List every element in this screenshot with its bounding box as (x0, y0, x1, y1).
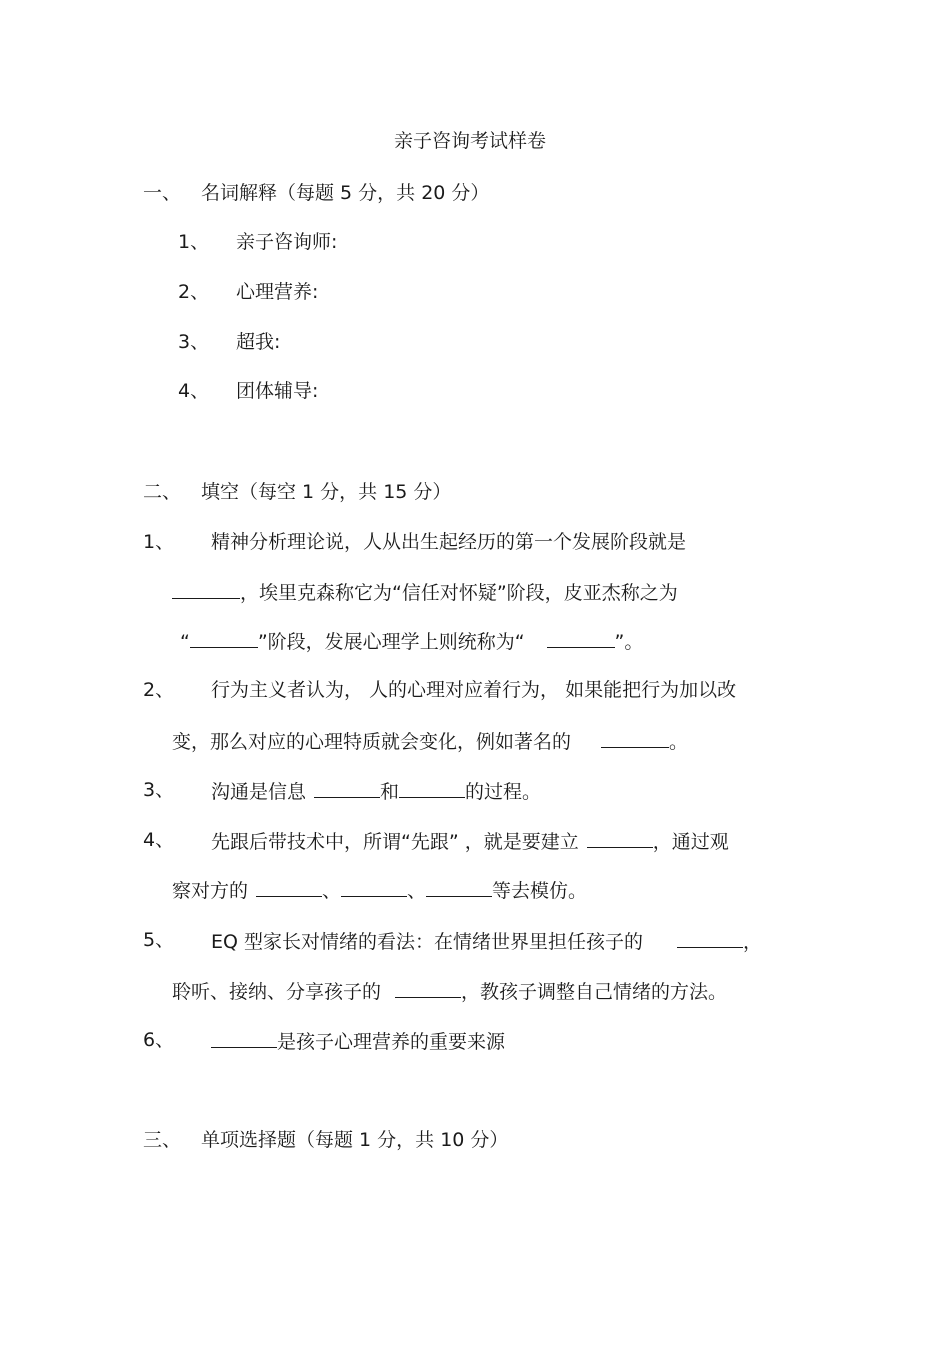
question-text: 的过程。 (465, 781, 542, 803)
answer-blank[interactable] (426, 876, 492, 897)
question-text: 是孩子心理营养的重要来源 (277, 1031, 506, 1053)
page-title: 亲子咨询考试样卷 (393, 130, 546, 152)
answer-blank[interactable] (587, 827, 653, 848)
question-number: 3、 (143, 779, 175, 801)
section-two-heading: 填空（每空 1 分，共 15 分） (201, 481, 452, 503)
question-text: “ (180, 631, 190, 653)
term-number: 3、 (178, 331, 210, 353)
question-number: 5、 (143, 929, 175, 951)
answer-blank[interactable] (190, 627, 258, 648)
term-number: 1、 (178, 231, 210, 253)
question-number: 6、 (143, 1029, 175, 1051)
section-three-number: 三、 (143, 1129, 182, 1151)
answer-blank[interactable] (399, 777, 465, 798)
answer-blank[interactable] (677, 927, 743, 948)
question-text: EQ 型家长对情绪的看法：在情绪世界里担任孩子的 (211, 931, 644, 953)
question-text: 先跟后带技术中，所谓“先跟” ，就是要建立 (211, 831, 579, 853)
answer-blank[interactable] (341, 876, 407, 897)
term-label: 团体辅导: (236, 380, 319, 402)
answer-blank[interactable] (395, 977, 461, 998)
section-one-number: 一、 (143, 182, 182, 204)
question-line (172, 578, 678, 606)
term-label: 亲子咨询师: (236, 231, 338, 253)
question-text: 和 (380, 781, 400, 803)
question-text: ， (743, 931, 763, 953)
answer-blank[interactable] (601, 727, 669, 748)
question-line (172, 727, 688, 755)
term-label: 心理营养: (236, 281, 319, 303)
section-three-heading: 单项选择题（每题 1 分，共 10 分） (201, 1129, 509, 1151)
section-one-heading: 名词解释（每题 5 分，共 20 分） (201, 182, 490, 204)
question-text: 精神分析理论说，人从出生起经历的第一个发展阶段就是 (211, 531, 687, 553)
question-line (180, 627, 643, 655)
question-number: 4、 (143, 829, 175, 851)
term-number: 2、 (178, 281, 210, 303)
question-number: 1、 (143, 531, 175, 553)
answer-blank[interactable] (314, 777, 380, 798)
question-text: 察对方的 (172, 880, 249, 902)
question-line (211, 1027, 505, 1055)
answer-blank[interactable] (211, 1027, 277, 1048)
term-label: 超我: (236, 331, 281, 353)
question-text: 。 (669, 731, 689, 753)
question-text: ”。 (614, 631, 644, 653)
question-text: 沟通是信息 (211, 781, 307, 803)
question-text: ，教孩子调整自己情绪的方法。 (461, 981, 728, 1003)
question-number: 2、 (143, 679, 175, 701)
question-text: 等去模仿。 (492, 880, 588, 902)
question-line (172, 977, 727, 1005)
question-line (211, 827, 729, 855)
question-text: ，埃里克森称它为“信任对怀疑”阶段，皮亚杰称之为 (240, 582, 678, 604)
separator: 、 (322, 880, 342, 902)
answer-blank[interactable] (172, 578, 240, 599)
separator: 、 (407, 880, 427, 902)
question-text: 聆听、接纳、分享孩子的 (172, 981, 382, 1003)
answer-blank[interactable] (547, 627, 615, 648)
question-line (211, 927, 762, 955)
section-two-number: 二、 (143, 481, 182, 503)
question-text: 行为主义者认为， 人的心理对应着行为， 如果能把行为加以改 (211, 679, 737, 701)
question-text: 变，那么对应的心理特质就会变化，例如著名的 (172, 731, 572, 753)
question-line (172, 876, 587, 904)
question-line (211, 777, 541, 805)
question-text: ”阶段，发展心理学上则统称为“ (257, 631, 525, 653)
term-number: 4、 (178, 380, 210, 402)
answer-blank[interactable] (256, 876, 322, 897)
question-text: ，通过观 (652, 831, 729, 853)
